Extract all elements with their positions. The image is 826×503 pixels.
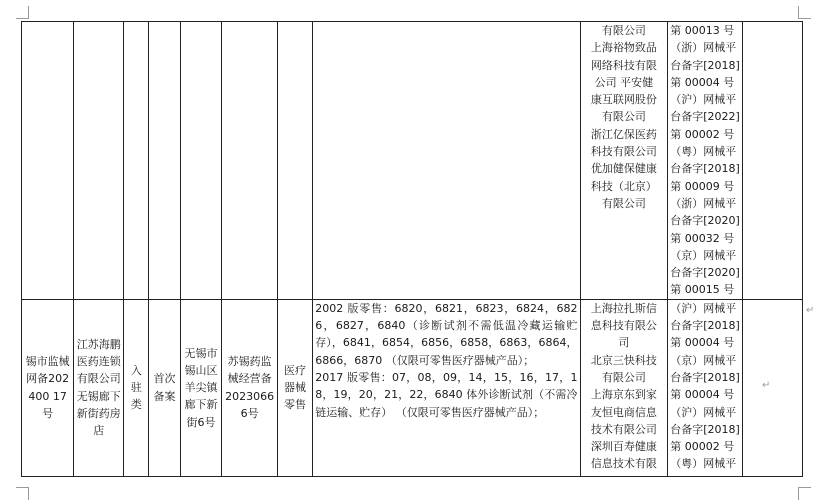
platform-number-line: 台备字[2020] [670, 266, 740, 280]
platform-number-line: 第 00002 号 [670, 127, 735, 141]
platform-company-line: 康互联网股份 [590, 93, 657, 107]
platform-company-line: 友恒电商信息 [590, 405, 657, 419]
row-end-mark: ↵ [806, 305, 815, 316]
platform-number-line: 第 00004 号 [670, 388, 735, 402]
platform-number-line: 第 00004 号 [670, 336, 735, 350]
platform-number-line: 台备字[2018] [670, 58, 740, 72]
crop-mark-top-right [798, 6, 811, 19]
category-cell: 入驻类 [124, 299, 149, 476]
filing-type-cell [149, 22, 180, 300]
license-cell: 苏锡药监械经营备2023066 6号 [222, 299, 277, 476]
platform-company-line: 科技（北京） [590, 179, 657, 193]
platform-number-line: 第 00009 号 [670, 179, 735, 193]
table-row [22, 299, 803, 476]
license-cell [222, 22, 277, 300]
platform-company-line: 优加健保健康 [590, 162, 657, 176]
platform-number-line: 第 00015 号 [670, 283, 735, 297]
platform-company-line: 有限公司 [601, 110, 646, 124]
platform-company-line: 司 [618, 336, 630, 350]
platform-number-cell [668, 299, 743, 476]
platform-company-line: 有限公司 [601, 196, 646, 210]
platform-company-cell [580, 299, 668, 476]
platform-number-line: （沪）网械平 [670, 405, 737, 419]
address-cell: 无锡市锡山区羊尖镇廊下新街6号 [180, 299, 222, 476]
platform-number-line: （粤）网械平 [670, 457, 737, 471]
remarks-cell [743, 22, 803, 300]
business-cell [277, 22, 313, 300]
platform-company-line: 有限公司 [601, 24, 646, 37]
address-cell [180, 22, 222, 300]
platform-company-line: 技术有限公司 [590, 422, 657, 436]
platform-number-line: 第 00002 号 [670, 440, 735, 454]
company-name-cell: 江苏海鹏医药连锁有限公司无锡廊下新街药房店 [74, 299, 124, 476]
platform-number-line: （京）网械平 [670, 353, 737, 367]
crop-mark-bottom-right [798, 487, 811, 500]
platform-company-line: 信息技术有限 [590, 457, 657, 471]
platform-number-line: （浙）网械平 [670, 196, 737, 210]
table-row [22, 22, 803, 300]
platform-number-line: 第 00013 号 [670, 24, 735, 37]
crop-mark-bottom-left [16, 487, 29, 500]
scope-2002-text: 2002 版零售：6820，6821，6823，6824，6826，6827，6840（诊断试剂不需低温冷藏运输贮存），6841，6854，6856，6858，6863，6864，6866，6870 （仅限可零售医疗器械产品）； [315, 301, 578, 367]
platform-company-line: 北京三快科技 [590, 353, 657, 367]
platform-company-line: 公司 平安健 [594, 75, 654, 89]
platform-number-line: 台备字[2018] [670, 319, 740, 333]
scope-2017-text: 2017 版零售：07，08，09，14，15，16，17，18，19，20，21，22，6840 体外诊断试剂（不需冷链运输、贮存） （仅限可零售医疗器械产品）； [315, 370, 578, 419]
crop-mark-top-left [16, 6, 29, 19]
platform-company-line: 深圳百寿健康 [590, 440, 657, 454]
record-no-cell [22, 22, 74, 300]
filing-table [21, 21, 803, 477]
remarks-cell [743, 299, 803, 476]
platform-company-line: 科技有限公司 [590, 145, 657, 159]
platform-number-line: 台备字[2018] [670, 370, 740, 384]
platform-company-line: 上海京东到家 [590, 388, 657, 402]
platform-number-cell [668, 22, 743, 300]
platform-number-line: 第 00004 号 [670, 75, 735, 89]
paragraph-mark: ↵ [762, 380, 771, 391]
platform-number-line: 台备字[2022] [670, 110, 740, 124]
scope-cell [313, 22, 580, 300]
platform-company-line: 浙江亿保医药 [590, 127, 657, 141]
business-scope-cell [313, 299, 580, 476]
company-cell [74, 22, 124, 300]
platform-number-line: 台备字[2018] [670, 162, 740, 176]
platform-company-line: 上海拉扎斯信 [590, 301, 657, 315]
platform-number-line: 第 00032 号 [670, 231, 735, 245]
platform-number-line: 台备字[2020] [670, 214, 740, 228]
platform-number-line: （浙）网械平 [670, 41, 737, 55]
platform-company-line: 息科技有限公 [590, 319, 657, 333]
category-cell [124, 22, 149, 300]
platform-company-cell [580, 22, 668, 300]
business-type-cell: 医疗器械零售 [277, 299, 313, 476]
platform-number-line: （京）网械平 [670, 248, 737, 262]
platform-company-line: 上海裕物致品 [590, 41, 657, 55]
platform-number-line: （粤）网械平 [670, 145, 737, 159]
platform-number-line: （沪）网械平 [670, 93, 737, 107]
record-no-cell: 锡市监械网备202400 17号 [22, 299, 74, 476]
platform-number-line: 台备字[2018] [670, 422, 740, 436]
platform-company-line: 有限公司 [601, 370, 646, 384]
filing-type-cell: 首次备案 [149, 299, 180, 476]
platform-company-line: 网络科技有限 [590, 58, 657, 72]
platform-number-line: （沪）网械平 [670, 301, 737, 315]
